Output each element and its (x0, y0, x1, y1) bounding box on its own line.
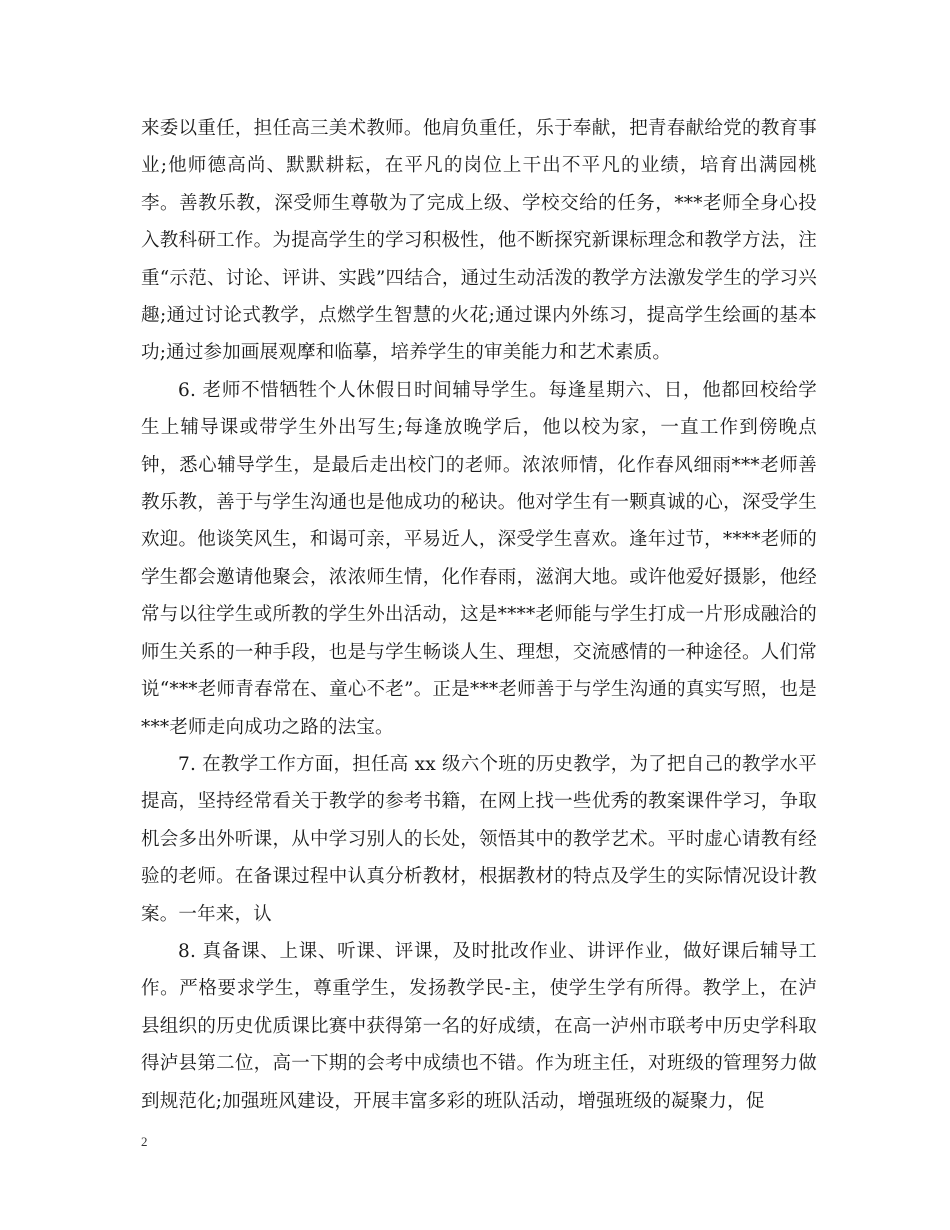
page-number: 2 (141, 1134, 148, 1149)
paragraph-continuation: 来委以重任，担任高三美术教师。他肩负重任，乐于奉献，把青春献给党的教育事业;他师德高尚、默默耕耘，在平凡的岗位上干出不平凡的业绩，培育出满园桃李。善教乐教，深受师生尊敬为了完成上级、学校交给的任务，***老师全身心投入教科研工作。为提高学生的学习积极性，他不断探究新课标理念和教学方法，注重“示范、讨论、评讲、实践”四结合，通过生动活泼的教学方法激发学生的学习兴趣;通过讨论式教学，点燃学生智慧的火花;通过课内外练习，提高学生绘画的基本功;通过参加画展观摩和临摹，培养学生的审美能力和艺术素质。 (141, 118, 817, 364)
document-body (141, 110, 817, 1120)
paragraph-item-7: 7. 在教学工作方面，担任高 xx 级六个班的历史教学，为了把自己的教学水平提高，坚持经常看关于教学的参考书籍，在网上找一些优秀的教案课件学习，争取机会多出外听课，从中学习别人的长处，领悟其中的教学艺术。平时虚心请教有经验的老师。在备课过程中认真分析教材，根据教材的特点及学生的实际情况设计教案。一年来，认 (141, 753, 817, 925)
paragraph-item-6: 6. 老师不惜牺牲个人休假日时间辅导学生。每逢星期六、日，他都回校给学生上辅导课或带学生外出写生;每逢放晚学后，他以校为家，一直工作到傍晚点钟，悉心辅导学生，是最后走出校门的老师。浓浓师情，化作春风细雨***老师善教乐教，善于与学生沟通也是他成功的秘诀。他对学生有一颗真诚的心，深受学生欢迎。他谈笑风生，和谒可亲，平易近人，深受学生喜欢。逢年过节，****老师的学生都会邀请他聚会，浓浓师生情，化作春雨，滋润大地。或许他爱好摄影，他经常与以往学生或所教的学生外出活动，这是****老师能与学生打成一片形成融洽的师生关系的一种手段，也是与学生畅谈人生、理想，交流感情的一种途径。人们常说“***老师青春常在、童心不老”。正是***老师善于与学生沟通的真实写照，也是***老师走向成功之路的法宝。 (141, 379, 817, 738)
paragraph-item-8: 8. 真备课、上课、听课、评课，及时批改作业、讲评作业，做好课后辅导工作。严格要求学生，尊重学生，发扬教学民-主，使学生学有所得。教学上，在泸县组织的历史优质课比赛中获得第一名的好成绩，在高一泸州市联考中历史学科取得泸县第二位，高一下期的会考中成绩也不错。作为班主任，对班级的管理努力做到规范化;加强班风建设，开展丰富多彩的班队活动，增强班级的凝聚力，促 (141, 940, 817, 1112)
